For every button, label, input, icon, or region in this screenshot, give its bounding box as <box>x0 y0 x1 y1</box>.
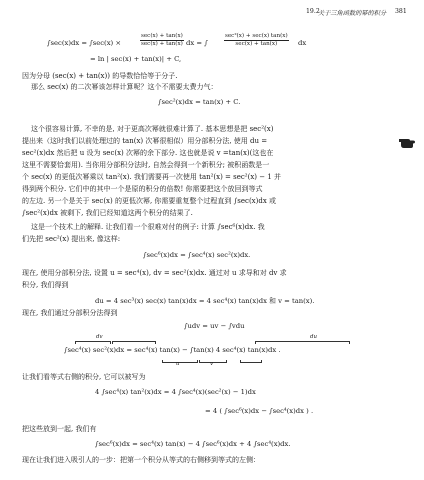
page-number: 381 <box>395 8 407 15</box>
paragraph-line: ∫sec²(x)dx 被剩下, 我们已经知道这两个积分的结果了. <box>22 209 193 217</box>
eq1-fraction-2: sec²(x) + sec(x) tan(x) sec(x) + tan(x) <box>225 33 288 47</box>
paragraph-line: 这个很容易计算, 不幸的是, 对于更高次幂就很难计算了. 基本思想是把 sec²(x) <box>31 125 274 133</box>
paragraph-line: sec²(x)dx 然后把 u 设为 sec(x) 次幂的余下部分. 这也就是说 v =tan(x)(这也在 <box>22 149 274 157</box>
eq6-line: ∫sec⁴(x) sec²(x)dx = sec⁴(x) tan(x) − ∫tan(x) 4 sec⁴(x) tan(x)dx . <box>64 346 281 354</box>
equation-rhs-rewrite-2: = 4 ( ∫sec⁶(x)dx − ∫sec⁴(x)dx ) . <box>205 407 314 415</box>
eq1-end: dx <box>298 39 307 47</box>
equation-combined: ∫sec⁶(x)dx = sec⁴(x) tan(x) − 4 ∫sec⁶(x)dx + 4 ∫sec⁴(x)dx. <box>95 440 291 448</box>
eq1-line2: = ln | sec(x) + tan(x)| + C, <box>90 55 182 63</box>
eq1-mid: dx = ∫ <box>186 39 208 47</box>
paragraph-line: 得到两个积分. 它们中的其中一个是原的积分的倍数! 你需要把这个放回到等式 <box>22 185 263 193</box>
paragraph-line: 现在, 我们通过分部积分法得到 <box>22 309 118 317</box>
equation-sec-squared: ∫sec²(x)dx = tan(x) + C. <box>158 98 241 106</box>
paragraph-line: 积分, 我们得到 <box>22 281 69 289</box>
equation-integration-by-parts: ∫udv = uv − ∫vdu <box>184 322 245 330</box>
running-title: 关于三角函数的幂的积分 <box>318 10 387 17</box>
brace-label-dv: dv <box>96 334 103 340</box>
paragraph-line: 现在让我们进入吸引人的一步：把第一个积分从等式的右侧移到等式的左侧： <box>22 456 260 464</box>
brace-dv <box>112 341 156 345</box>
paragraph-line: 那么 sec(x) 的二次幂该怎样计算呢？这个不需要太费力气： <box>31 83 218 91</box>
brace-label-du: du <box>310 334 317 340</box>
brace-du <box>255 341 350 345</box>
paragraph-line: 的左边. 另一个是关于 sec(x) 的更低次幂, 你需要重复整个过程直到 ∫sec(x)dx 或 <box>22 197 277 205</box>
equation-rhs-rewrite-1: 4 ∫sec⁴(x) tan²(x)dx = 4 ∫sec⁴(x)(sec²(x) − 1)dx <box>95 388 256 396</box>
paragraph-line: 这是一个技术上的解释. 让我们看一个很难对付的例子: 计算 ∫sec⁶(x)dx. 我 <box>31 223 265 231</box>
paragraph-line: 们先把 sec²(x) 提出来, 像这样: <box>22 235 121 243</box>
equation-sec6-split: ∫sec⁶(x)dx = ∫sec⁴(x) sec²(x)dx. <box>143 251 251 259</box>
section-number: 19.2 <box>306 8 320 15</box>
brace-label-v: v <box>210 361 214 367</box>
brace-u-under <box>162 359 198 363</box>
paragraph-line: 把这些放到一起, 我们有 <box>22 425 97 433</box>
equation-du-v: du = 4 sec³(x) sec(x) tan(x)dx = 4 sec⁴(x) tan(x)dx 和 v = tan(x). <box>95 297 315 305</box>
pointing-hand-icon <box>399 135 415 148</box>
paragraph-line: 这里不需要恰套用). 当你用分部积分法时, 自然会得到一个新积分; 被积函数是一 <box>22 161 270 169</box>
paragraph-line: 个 sec(x) 的更低次幂乘以 tan²(x). 我们需要再一次使用 tan²(x) = sec²(x) − 1 并 <box>22 173 282 181</box>
paragraph-line: 因为分母 (sec(x) + tan(x)) 的导数恰恰等于分子. <box>22 72 178 80</box>
brace-u <box>75 341 111 345</box>
paragraph-line: 现在, 使用分部积分法, 设置 u = sec⁴(x), dv = sec²(x)dx. 通过对 u 求导和对 dv 求 <box>22 269 287 277</box>
brace-v2-under <box>240 359 262 363</box>
eq1-fraction-1: sec(x) + tan(x) sec(x) + tan(x) <box>141 33 183 47</box>
eq1-lhs: ∫sec(x)dx = ∫sec(x) × <box>47 39 122 47</box>
brace-label-u: u <box>176 361 180 367</box>
paragraph-line: 提出来（这时我们以前处理过的 tan(x) 次幂很相似）用分部积分法, 使用 du = <box>22 137 268 145</box>
paragraph-line: 让我们看等式右侧的积分, 它可以被写为 <box>22 373 146 381</box>
